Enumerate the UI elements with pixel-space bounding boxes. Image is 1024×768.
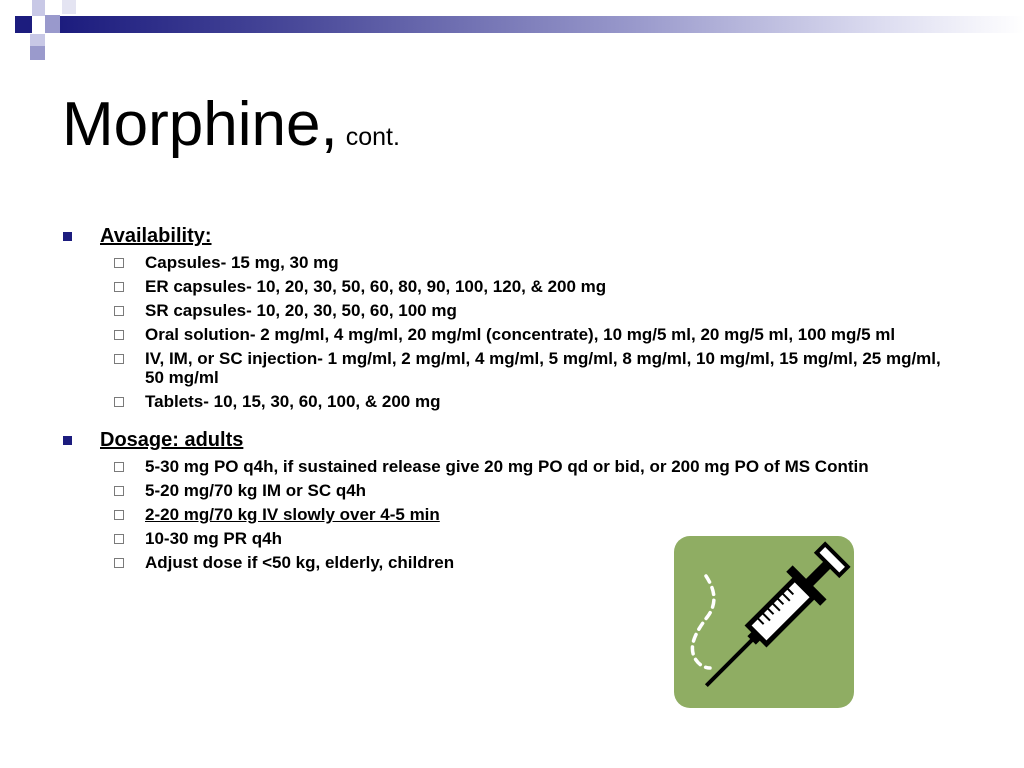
list-item	[62, 349, 945, 387]
hollow-square-bullet-icon	[114, 534, 124, 544]
hollow-square-bullet-icon	[114, 510, 124, 520]
section-heading-text: Availability:	[100, 225, 212, 247]
section-heading-text: Dosage: adults	[100, 429, 244, 451]
hollow-square-bullet-icon	[114, 558, 124, 568]
slide-title-sub: cont.	[345, 123, 400, 151]
hollow-square-bullet-icon	[114, 397, 124, 407]
list-item-text: Oral solution- 2 mg/ml, 4 mg/ml, 20 mg/ml (concentrate), 10 mg/5 ml, 20 mg/5 ml, 100 mg/5 ml	[145, 325, 896, 344]
list-item-text: SR capsules- 10, 20, 30, 50, 60, 100 mg	[145, 301, 457, 320]
hollow-square-bullet-icon	[114, 306, 124, 316]
corner-decoration-square	[62, 0, 76, 14]
slide-title	[62, 90, 400, 159]
header-gradient-bar	[60, 16, 1024, 33]
hollow-square-bullet-icon	[114, 462, 124, 472]
list-item-text: ER capsules- 10, 20, 30, 50, 60, 80, 90, 100, 120, & 200 mg	[145, 277, 607, 296]
list-item	[62, 277, 945, 296]
list-item-text: Adjust dose if <50 kg, elderly, children	[145, 553, 455, 572]
syringe-icon	[674, 536, 854, 708]
list-item-text: 10-30 mg PR q4h	[145, 529, 282, 548]
corner-decoration-square	[15, 16, 32, 33]
corner-decoration-square	[30, 46, 45, 60]
list-item	[62, 253, 945, 272]
hollow-square-bullet-icon	[114, 258, 124, 268]
bullet-list	[62, 253, 962, 411]
list-item-text: Tablets- 10, 15, 30, 60, 100, & 200 mg	[145, 392, 441, 411]
corner-decoration-square	[32, 0, 45, 16]
list-item-text: 2-20 mg/70 kg IV slowly over 4-5 min	[145, 505, 440, 524]
hollow-square-bullet-icon	[114, 354, 124, 364]
list-item-text: 5-20 mg/70 kg IM or SC q4h	[145, 481, 367, 500]
list-item-text: Capsules- 15 mg, 30 mg	[145, 253, 339, 272]
list-item-text: IV, IM, or SC injection- 1 mg/ml, 2 mg/ml, 4 mg/ml, 5 mg/ml, 8 mg/ml, 10 mg/ml, 15 mg/ml, 25 mg/ml, 50 mg/ml	[145, 349, 941, 387]
hollow-square-bullet-icon	[114, 486, 124, 496]
slide-title-main: Morphine,	[62, 90, 338, 159]
list-item	[62, 505, 945, 524]
list-item	[62, 481, 945, 500]
slide-content	[62, 224, 962, 589]
hollow-square-bullet-icon	[114, 282, 124, 292]
list-item	[62, 457, 945, 476]
square-bullet-icon	[63, 232, 72, 241]
list-item	[62, 392, 945, 411]
section-availability	[62, 224, 962, 411]
list-item-text: 5-30 mg PO q4h, if sustained release give 20 mg PO qd or bid, or 200 mg PO of MS Contin	[145, 457, 869, 476]
list-item	[62, 301, 945, 320]
hollow-square-bullet-icon	[114, 330, 124, 340]
corner-decoration-square	[45, 15, 60, 33]
list-item	[62, 325, 945, 344]
square-bullet-icon	[63, 436, 72, 445]
section-heading	[62, 428, 962, 452]
section-heading	[62, 224, 962, 248]
